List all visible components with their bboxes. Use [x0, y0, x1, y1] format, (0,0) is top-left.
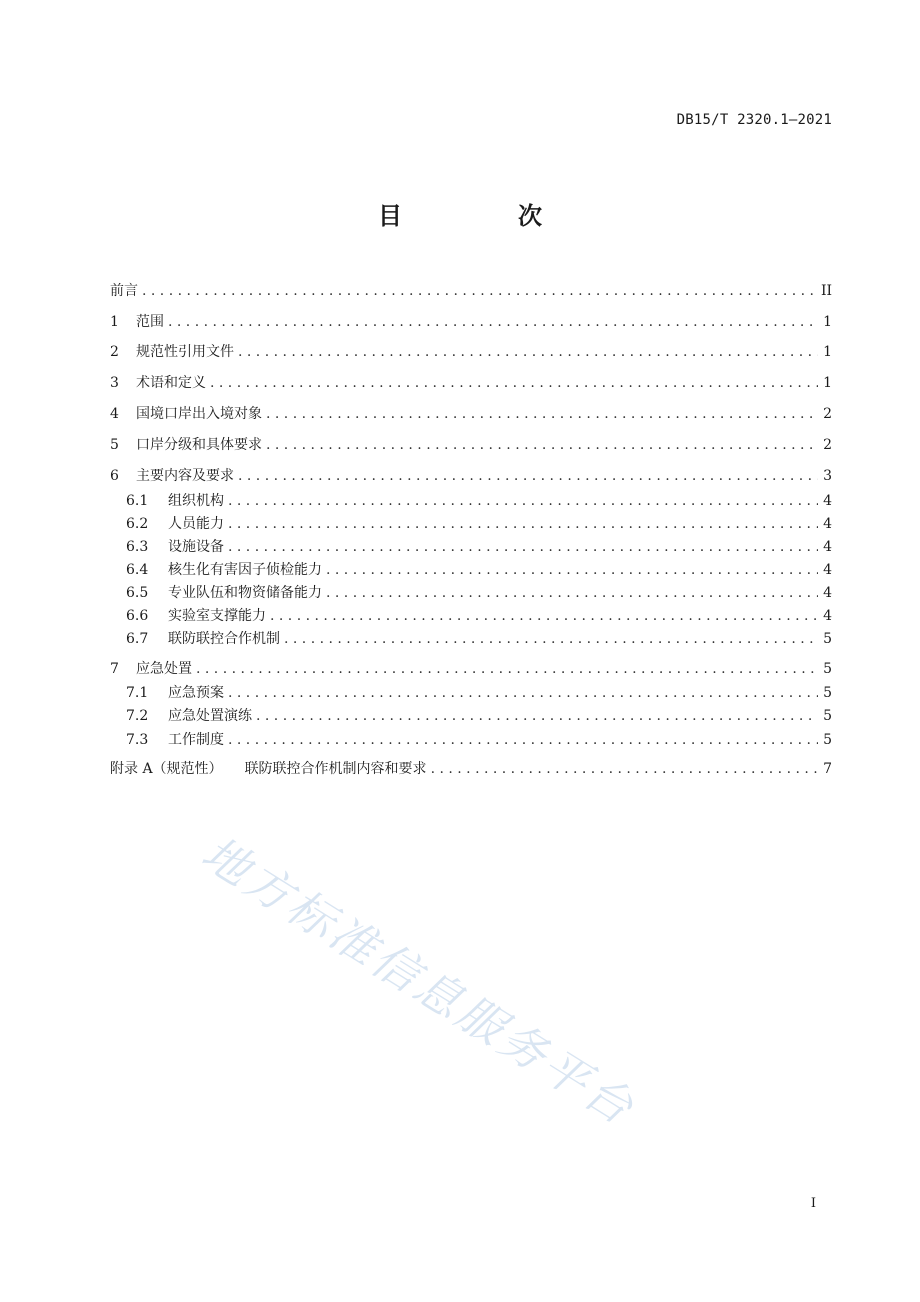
toc-page: 4: [823, 516, 832, 532]
toc-leader: [228, 683, 818, 703]
toc-number: 6.2: [126, 516, 149, 532]
toc-page: 5: [823, 685, 832, 701]
toc-entry-3[interactable]: [110, 373, 832, 393]
toc-number: 7.1: [126, 685, 149, 701]
toc-page: 7: [823, 761, 832, 777]
toc-label: 国境口岸出入境对象: [136, 406, 262, 422]
toc-number: 6: [110, 468, 119, 484]
watermark: 地方标准信息服务平台: [192, 825, 646, 1137]
toc-page: 4: [823, 608, 832, 624]
toc-leader: [196, 659, 818, 679]
toc-number: 6.3: [126, 539, 149, 555]
toc-leader: [256, 706, 818, 726]
toc-entry-6-6[interactable]: [126, 606, 832, 626]
toc-label: 联防联控合作机制内容和要求: [244, 761, 427, 777]
toc-number: 6.5: [126, 585, 149, 601]
toc-page: 4: [823, 585, 832, 601]
toc-page: 5: [823, 661, 832, 677]
toc-label: 应急处置演练: [168, 708, 252, 724]
toc-number: 4: [110, 406, 119, 422]
toc-number: 5: [110, 437, 119, 453]
toc-leader: [284, 629, 818, 649]
toc-leader: [238, 342, 818, 362]
toc-entry-6-2[interactable]: [126, 514, 832, 534]
toc-leader: [228, 730, 818, 750]
toc-leader: [210, 373, 818, 393]
toc-entry-7-3[interactable]: [126, 730, 832, 750]
toc-page: II: [820, 283, 832, 299]
toc-number: 6.7: [126, 631, 149, 647]
toc-entry-6[interactable]: [110, 466, 832, 486]
toc-label: 范围: [136, 314, 164, 330]
toc-entry-foreword[interactable]: [110, 281, 832, 301]
toc-page: 1: [823, 375, 832, 391]
toc-number: 1: [110, 314, 119, 330]
toc-entry-5[interactable]: [110, 435, 832, 455]
toc-leader: [168, 312, 818, 332]
toc-page: 1: [823, 314, 832, 330]
toc-page: 2: [823, 437, 832, 453]
toc-number: 6.1: [126, 493, 149, 509]
toc-page: 4: [823, 562, 832, 578]
toc-page: 1: [823, 344, 832, 360]
toc-label: 主要内容及要求: [136, 468, 234, 484]
toc-leader: [228, 537, 818, 557]
toc-number: 7.2: [126, 708, 149, 724]
toc-leader: [270, 606, 818, 626]
toc-entry-appendix-a[interactable]: [110, 759, 832, 779]
toc-entry-7-2[interactable]: [126, 706, 832, 726]
toc-label: 专业队伍和物资储备能力: [168, 585, 322, 601]
toc-entry-6-7[interactable]: [126, 629, 832, 649]
toc-entry-1[interactable]: [110, 312, 832, 332]
toc-leader: [228, 491, 818, 511]
toc-leader: [326, 583, 818, 603]
toc-number: 7: [110, 661, 119, 677]
toc-number: 2: [110, 344, 119, 360]
toc-entry-6-3[interactable]: [126, 537, 832, 557]
toc-label: 规范性引用文件: [136, 344, 234, 360]
toc-page: 4: [823, 539, 832, 555]
toc-entry-6-4[interactable]: [126, 560, 832, 580]
toc-number: 6.6: [126, 608, 149, 624]
toc-leader: [228, 514, 818, 534]
toc-label: 人员能力: [168, 516, 224, 532]
toc-page: 5: [823, 708, 832, 724]
toc-leader: [266, 435, 818, 455]
toc-page: 2: [823, 406, 832, 422]
toc-leader: [238, 466, 818, 486]
toc-leader: [142, 281, 817, 301]
toc-label: 实验室支撑能力: [168, 608, 266, 624]
toc-page: 3: [823, 468, 832, 484]
toc-entry-4[interactable]: [110, 404, 832, 424]
toc-label: 设施设备: [168, 539, 224, 555]
toc-label: 组织机构: [168, 493, 224, 509]
toc-label: 联防联控合作机制: [168, 631, 280, 647]
toc-page: 5: [823, 631, 832, 647]
toc-page: 4: [823, 493, 832, 509]
toc-entry-6-1[interactable]: [126, 491, 832, 511]
toc-number: 6.4: [126, 562, 149, 578]
toc-entry-6-5[interactable]: [126, 583, 832, 603]
toc-number: 7.3: [126, 732, 149, 748]
toc-label: 前言: [110, 283, 138, 299]
toc-leader: [266, 404, 818, 424]
toc-label: 口岸分级和具体要求: [136, 437, 262, 453]
toc-leader: [326, 560, 818, 580]
document-code: DB15/T 2320.1—2021: [676, 112, 832, 128]
toc-number: 3: [110, 375, 119, 391]
toc-label: 应急预案: [168, 685, 224, 701]
toc-leader: [431, 759, 818, 779]
toc-label: 工作制度: [168, 732, 224, 748]
toc-label: 术语和定义: [136, 375, 206, 391]
page-title: 目 次: [378, 202, 588, 230]
toc-appendix-tag: 附录 A（规范性）: [110, 761, 223, 777]
toc-page: 5: [823, 732, 832, 748]
toc-label: 应急处置: [136, 661, 192, 677]
toc-entry-7[interactable]: [110, 659, 832, 679]
toc-entry-7-1[interactable]: [126, 683, 832, 703]
footer-page-number: I: [810, 1196, 816, 1211]
toc-entry-2[interactable]: [110, 342, 832, 362]
toc-label: 核生化有害因子侦检能力: [168, 562, 322, 578]
